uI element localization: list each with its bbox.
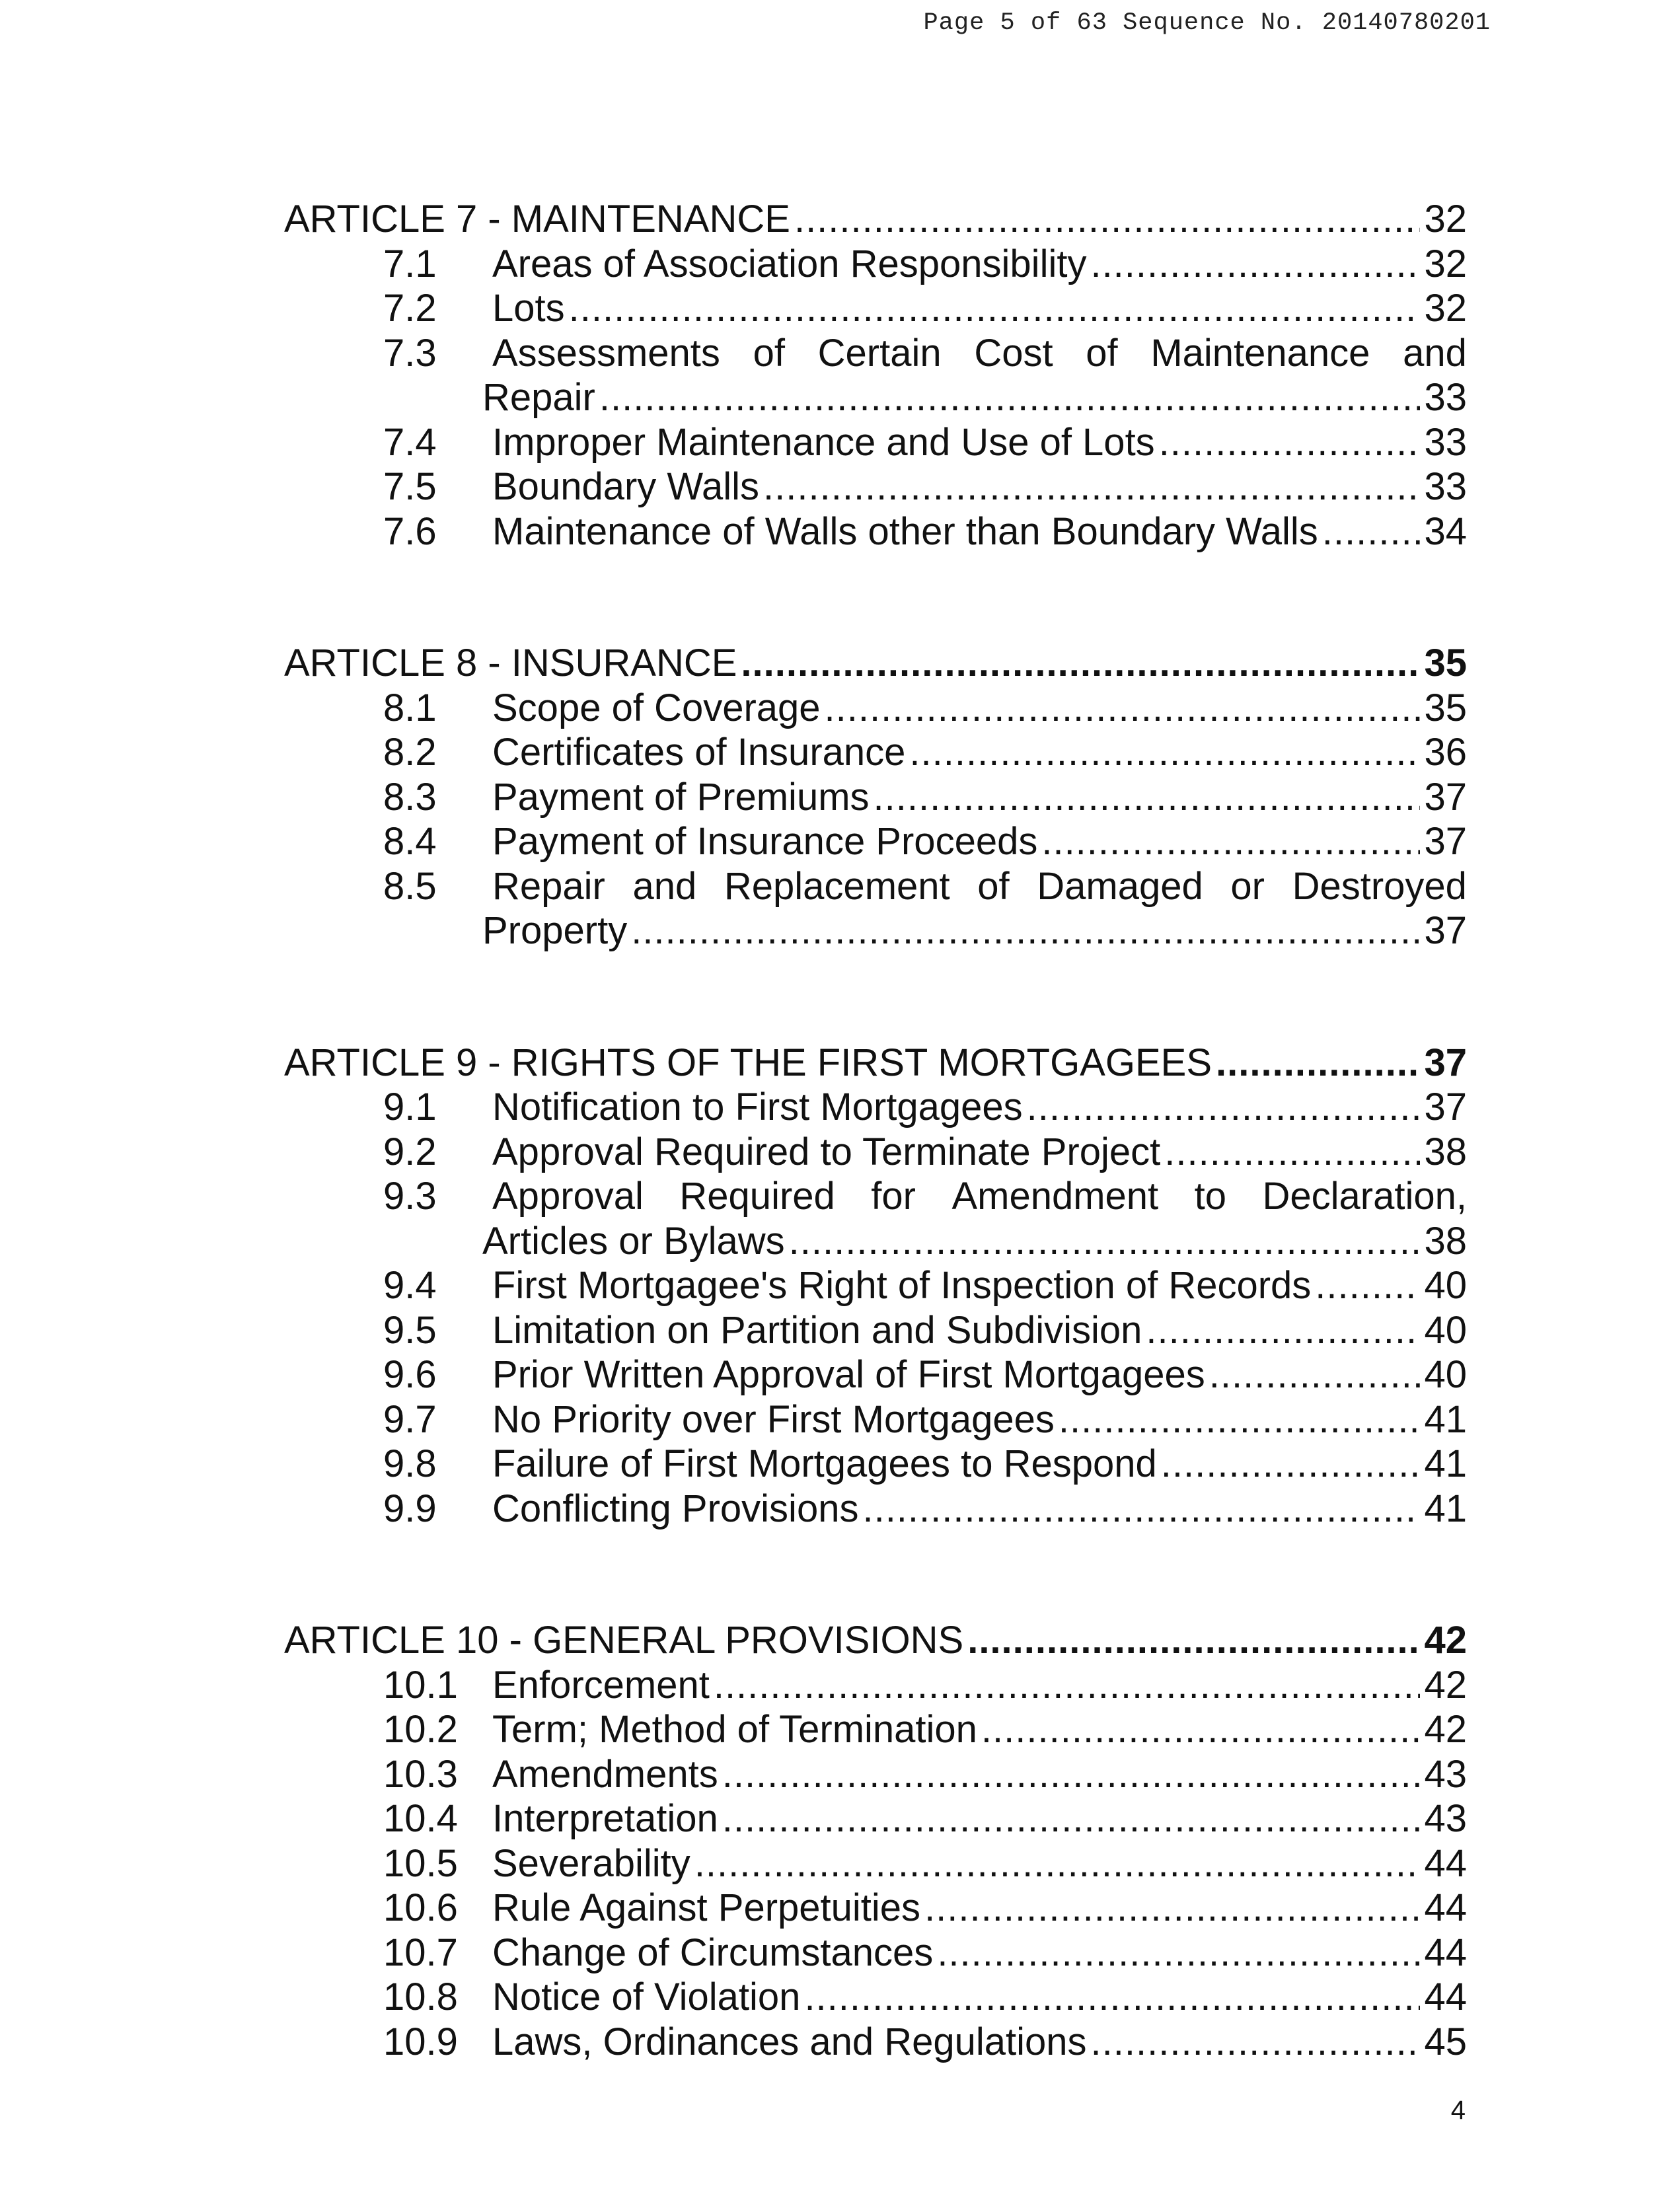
dot-leader (794, 197, 1421, 242)
section-number: 9.2 (383, 1130, 437, 1173)
section-number: 10.2 (383, 1708, 458, 1751)
toc-entry (284, 1886, 1467, 1931)
section-page: 32 (1424, 242, 1467, 285)
dot-leader (1164, 1130, 1420, 1175)
section-title: Improper Maintenance and Use of Lots (492, 420, 1155, 464)
toc-entry (284, 1931, 1467, 1975)
dot-leader (874, 775, 1421, 820)
section-title: Notification to First Mortgagees (492, 1086, 1023, 1128)
article-page: 32 (1424, 198, 1467, 240)
section-page: 44 (1424, 1975, 1467, 2018)
section-number: 7.6 (383, 509, 437, 553)
article-9 (284, 1041, 1467, 1531)
section-number: 8.1 (383, 686, 437, 729)
section-page: 42 (1424, 1708, 1467, 1751)
toc-entry (284, 1130, 1467, 1175)
section-title: Severability (492, 1841, 690, 1885)
dot-leader (722, 1752, 1421, 1797)
section-number: 10.6 (383, 1886, 458, 1929)
section-number: 9.6 (383, 1353, 437, 1396)
toc-entry (284, 331, 1467, 376)
section-number: 10.7 (383, 1931, 458, 1974)
section-title: Change of Circumstances (492, 1931, 934, 1974)
section-number: 8.2 (383, 731, 437, 774)
dot-leader (804, 1975, 1420, 2020)
section-title: Repair and Replacement of Damaged or Destroyed (492, 864, 1467, 908)
toc-entry-continuation (284, 908, 1467, 953)
section-title: Prior Written Approval of First Mortgagees (492, 1353, 1205, 1396)
section-page: 36 (1424, 731, 1467, 774)
article-page: 42 (1424, 1619, 1467, 1662)
section-title-continued: Repair (482, 376, 595, 419)
article-heading (284, 197, 1467, 242)
section-number: 8.5 (383, 864, 437, 908)
dot-leader (763, 464, 1420, 509)
article-title: ARTICLE 9 - RIGHTS OF THE FIRST MORTGAGEES (284, 1041, 1212, 1084)
article-page: 35 (1424, 642, 1467, 684)
section-title: Areas of Association Responsibility (492, 242, 1087, 285)
section-number: 8.3 (383, 775, 437, 819)
section-number: 10.3 (383, 1752, 458, 1796)
section-title: Payment of Premiums (492, 775, 870, 819)
dot-leader (722, 1796, 1421, 1841)
dot-leader (909, 730, 1420, 775)
section-number: 10.8 (383, 1975, 458, 2018)
table-of-contents (284, 197, 1467, 2151)
dot-leader (937, 1931, 1420, 1975)
section-number: 10.9 (383, 2020, 458, 2063)
article-heading (284, 641, 1467, 686)
section-number: 7.1 (383, 242, 437, 285)
dot-leader (631, 908, 1420, 953)
article-10 (284, 1618, 1467, 2064)
section-number: 9.8 (383, 1442, 437, 1485)
section-page: 34 (1424, 509, 1467, 553)
section-page: 33 (1424, 465, 1467, 508)
section-title: Approval Required to Terminate Project (492, 1130, 1161, 1173)
section-title: Certificates of Insurance (492, 731, 906, 774)
toc-entry (284, 1487, 1467, 1531)
section-page: 45 (1424, 2020, 1467, 2063)
section-number: 7.4 (383, 420, 437, 464)
dot-leader (741, 641, 1420, 686)
dot-leader (1090, 242, 1420, 287)
section-page: 38 (1424, 1219, 1467, 1263)
toc-entry (284, 2020, 1467, 2065)
page-number: 4 (1450, 2096, 1466, 2125)
section-title: Scope of Coverage (492, 686, 821, 729)
toc-entry-continuation (284, 1219, 1467, 1264)
section-number: 10.1 (383, 1663, 458, 1707)
dot-leader (825, 686, 1421, 731)
section-title: Payment of Insurance Proceeds (492, 820, 1038, 863)
section-title-continued: Property (482, 909, 628, 952)
dot-leader (1161, 1442, 1421, 1487)
section-number: 9.4 (383, 1264, 437, 1307)
section-page: 37 (1424, 909, 1467, 952)
section-title: Term; Method of Termination (492, 1708, 977, 1751)
dot-leader (1091, 2020, 1421, 2065)
toc-entry (284, 420, 1467, 465)
section-title: Boundary Walls (492, 465, 760, 508)
toc-entry (284, 1663, 1467, 1708)
toc-entry (284, 509, 1467, 554)
article-page: 37 (1424, 1041, 1467, 1084)
toc-entry (284, 1796, 1467, 1841)
section-number: 9.7 (383, 1397, 437, 1441)
dot-leader (1027, 1085, 1421, 1130)
article-title: ARTICLE 10 - GENERAL PROVISIONS (284, 1619, 964, 1662)
section-title: Assessments of Certain Cost of Maintenance and (492, 331, 1467, 375)
section-page: 37 (1424, 775, 1467, 819)
article-7 (284, 197, 1467, 554)
toc-entry (284, 1263, 1467, 1308)
section-page: 41 (1424, 1397, 1467, 1441)
section-title: Maintenance of Walls other than Boundary Walls (492, 509, 1318, 553)
toc-entry (284, 864, 1467, 909)
dot-leader (862, 1487, 1420, 1531)
section-page: 44 (1424, 1886, 1467, 1929)
dot-leader (599, 375, 1421, 420)
dot-leader (924, 1886, 1420, 1931)
section-page: 33 (1424, 420, 1467, 464)
section-page: 43 (1424, 1752, 1467, 1796)
dot-leader (1322, 509, 1421, 554)
dot-leader (694, 1841, 1421, 1886)
section-page: 32 (1424, 287, 1467, 330)
toc-entry (284, 242, 1467, 287)
section-page: 42 (1424, 1663, 1467, 1707)
section-title: Interpretation (492, 1797, 718, 1840)
section-number: 7.2 (383, 287, 437, 330)
section-number: 9.9 (383, 1487, 437, 1530)
section-number: 10.5 (383, 1841, 458, 1885)
toc-entry (284, 1308, 1467, 1353)
dot-leader (1059, 1397, 1421, 1442)
dot-leader (1041, 819, 1420, 864)
section-title-continued: Articles or Bylaws (482, 1219, 785, 1263)
toc-entry (284, 686, 1467, 731)
article-title: ARTICLE 8 - INSURANCE (284, 642, 737, 684)
article-title: ARTICLE 7 - MAINTENANCE (284, 198, 790, 240)
dot-leader (1146, 1308, 1420, 1353)
section-title: Failure of First Mortgagees to Respond (492, 1442, 1157, 1485)
dot-leader (789, 1219, 1421, 1264)
section-page: 37 (1424, 820, 1467, 863)
section-page: 44 (1424, 1841, 1467, 1885)
toc-entry (284, 286, 1467, 331)
section-title: Notice of Violation (492, 1975, 801, 2018)
dot-leader (714, 1663, 1421, 1708)
toc-entry (284, 730, 1467, 775)
section-title: No Priority over First Mortgagees (492, 1397, 1055, 1441)
section-number: 9.5 (383, 1308, 437, 1352)
toc-entry (284, 1752, 1467, 1797)
section-title: Enforcement (492, 1663, 710, 1707)
toc-entry (284, 464, 1467, 509)
section-page: 43 (1424, 1797, 1467, 1840)
toc-entry (284, 1975, 1467, 2020)
section-page: 41 (1424, 1487, 1467, 1530)
section-title: Rule Against Perpetuities (492, 1886, 921, 1929)
article-heading (284, 1618, 1467, 1663)
dot-leader (1159, 420, 1421, 465)
section-page: 33 (1424, 376, 1467, 419)
section-number: 8.4 (383, 820, 437, 863)
toc-entry (284, 1442, 1467, 1487)
section-number: 7.3 (383, 331, 437, 375)
page-header: Page 5 of 63 Sequence No. 20140780201 (923, 9, 1491, 37)
toc-entry (284, 1352, 1467, 1397)
section-title: Amendments (492, 1752, 718, 1796)
dot-leader (1315, 1263, 1420, 1308)
toc-entry-continuation (284, 375, 1467, 420)
section-title: First Mortgagee's Right of Inspection of Records (492, 1264, 1312, 1307)
section-page: 40 (1424, 1353, 1467, 1396)
toc-entry (284, 819, 1467, 864)
toc-entry (284, 1841, 1467, 1886)
section-page: 40 (1424, 1308, 1467, 1352)
dot-leader (1209, 1352, 1421, 1397)
toc-entry (284, 1707, 1467, 1752)
article-heading (284, 1041, 1467, 1086)
section-page: 44 (1424, 1931, 1467, 1974)
dot-leader (967, 1618, 1420, 1663)
section-title: Lots (492, 287, 565, 330)
section-number: 7.5 (383, 465, 437, 508)
section-page: 37 (1424, 1086, 1467, 1128)
section-page: 40 (1424, 1264, 1467, 1307)
dot-leader (981, 1707, 1421, 1752)
toc-entry (284, 1397, 1467, 1442)
section-number: 9.3 (383, 1175, 437, 1218)
section-title: Approval Required for Amendment to Declaration, (492, 1175, 1467, 1218)
section-page: 38 (1424, 1130, 1467, 1173)
section-page: 41 (1424, 1442, 1467, 1485)
toc-entry (284, 775, 1467, 820)
section-number: 10.4 (383, 1797, 458, 1840)
section-title: Laws, Ordinances and Regulations (492, 2020, 1087, 2063)
section-title: Limitation on Partition and Subdivision (492, 1308, 1142, 1352)
section-number: 9.1 (383, 1086, 437, 1128)
article-8 (284, 641, 1467, 953)
toc-entry (284, 1085, 1467, 1130)
section-title: Conflicting Provisions (492, 1487, 859, 1530)
section-page: 35 (1424, 686, 1467, 729)
dot-leader (569, 286, 1421, 331)
toc-entry (284, 1174, 1467, 1219)
dot-leader (1216, 1041, 1420, 1086)
